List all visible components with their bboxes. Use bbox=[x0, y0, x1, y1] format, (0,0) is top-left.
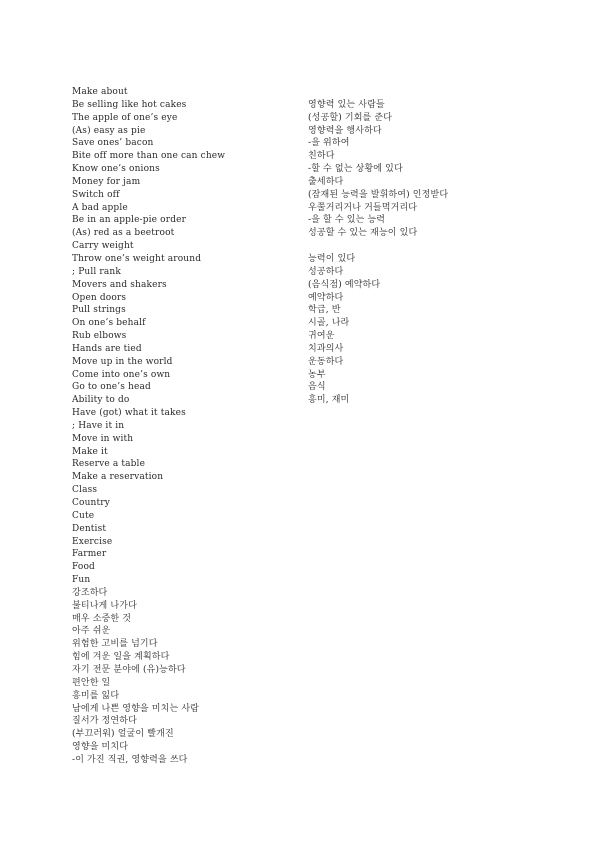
left-column-line: Go to one’s head bbox=[72, 382, 151, 393]
right-column-line: (잠재된 능력을 발휘하여) 인정받다 bbox=[308, 189, 449, 200]
left-column-line: (As) easy as pie bbox=[72, 125, 146, 136]
left-column-line: Movers and shakers bbox=[72, 279, 167, 290]
left-column-line: Know one’s onions bbox=[72, 164, 160, 175]
left-column-line: Farmer bbox=[72, 549, 107, 560]
left-column-line: Bite off more than one can chew bbox=[72, 151, 226, 162]
right-column-line: 학급, 반 bbox=[308, 305, 341, 316]
right-column-line: 시골, 나라 bbox=[308, 318, 350, 329]
left-column-line: 남에게 나쁜 영향을 미치는 사람 bbox=[72, 703, 200, 714]
left-column-line: 위험한 고비를 넘기다 bbox=[72, 639, 158, 650]
right-column-line: 운동하다 bbox=[308, 356, 344, 367]
left-column-line: The apple of one’s eye bbox=[72, 112, 178, 123]
left-column-line: A bad apple bbox=[72, 202, 128, 213]
right-column-line: 친하다 bbox=[308, 151, 335, 162]
left-column-line: Hands are tied bbox=[72, 343, 142, 354]
left-column-line: Open doors bbox=[72, 292, 127, 303]
left-column-line: (부끄러워) 얼굴이 빨개진 bbox=[72, 729, 174, 740]
right-column-line: (음식점) 예약하다 bbox=[308, 279, 381, 290]
right-column-line: 우쭐거리거나 거들먹거리다 bbox=[308, 202, 418, 213]
right-column-line: 예약하다 bbox=[308, 292, 344, 303]
right-column-line bbox=[308, 86, 538, 99]
left-column-line: 아주 쉬운 bbox=[72, 626, 111, 637]
left-column-line: 불티나게 나가다 bbox=[72, 600, 137, 611]
left-column-line: ; Have it in bbox=[72, 420, 125, 431]
right-column-line: (성공할) 기회를 준다 bbox=[308, 112, 393, 123]
left-column-line: Money for jam bbox=[72, 176, 141, 187]
left-column-line: Make it bbox=[72, 446, 108, 457]
right-column-line: 성공할 수 있는 재능이 있다 bbox=[308, 228, 418, 239]
left-column-line: Ability to do bbox=[72, 395, 130, 406]
left-column-line: 힘에 겨운 일을 계획하다 bbox=[72, 652, 170, 663]
left-column-line: On one’s behalf bbox=[72, 318, 146, 329]
left-column-line: 흥미를 잃다 bbox=[72, 690, 120, 701]
left-column-line: Food bbox=[72, 562, 95, 573]
left-column-line: Switch off bbox=[72, 189, 120, 200]
left-column bbox=[72, 86, 292, 767]
left-column-line: Dentist bbox=[72, 523, 107, 534]
right-column-line: 성공하다 bbox=[308, 266, 344, 277]
left-column-line: 영향을 미치다 bbox=[72, 742, 129, 753]
left-column-line: Carry weight bbox=[72, 241, 134, 252]
right-column-line: 능력이 있다 bbox=[308, 253, 356, 264]
left-column-line: Make a reservation bbox=[72, 472, 164, 483]
left-column-line: 자기 전문 분야에 (유)능하다 bbox=[72, 664, 186, 675]
left-column-line: ; Pull rank bbox=[72, 266, 121, 277]
left-column-line: Have (got) what it takes bbox=[72, 408, 186, 419]
right-column-line bbox=[308, 240, 538, 253]
left-column-line: Make about bbox=[72, 87, 128, 97]
left-column-line: Move up in the world bbox=[72, 356, 173, 367]
left-column-line: 매우 소중한 것 bbox=[72, 613, 132, 624]
left-column-line: Cute bbox=[72, 510, 95, 521]
right-column-line: 흥미, 재미 bbox=[308, 395, 350, 406]
left-column-line: Be in an apple-pie order bbox=[72, 215, 187, 226]
right-column-line: -할 수 없는 상황에 있다 bbox=[308, 164, 403, 175]
left-column-line: Country bbox=[72, 498, 110, 508]
left-column-line: Come into one’s own bbox=[72, 369, 171, 380]
left-column-line: Save ones’ bacon bbox=[72, 138, 154, 149]
left-column-line: Rub elbows bbox=[72, 331, 127, 342]
left-column-line: Class bbox=[72, 485, 98, 496]
left-column-line: Pull strings bbox=[72, 305, 126, 316]
left-column-line: Reserve a table bbox=[72, 459, 146, 470]
right-column-line: 영향력을 행사하다 bbox=[308, 125, 382, 136]
right-column-line: 음식 bbox=[308, 382, 326, 393]
right-column-line: 출세하다 bbox=[308, 176, 344, 187]
right-column-line: -을 위하여 bbox=[308, 138, 350, 149]
left-column-line: 강조하다 bbox=[72, 587, 108, 598]
left-column-line: Be selling like hot cakes bbox=[72, 99, 187, 110]
right-column-line: 귀여운 bbox=[308, 331, 335, 342]
right-column-line: 농부 bbox=[308, 369, 326, 380]
right-column-line: 치과의사 bbox=[308, 343, 344, 354]
left-column-line: Exercise bbox=[72, 536, 113, 547]
left-column-line: Move in with bbox=[72, 433, 134, 444]
left-column-line: 질서가 정연하다 bbox=[72, 716, 137, 727]
left-column-line: Fun bbox=[72, 575, 91, 586]
left-column-line: 편안한 일 bbox=[72, 677, 111, 688]
right-column bbox=[308, 86, 538, 407]
left-column-line: Throw one’s weight around bbox=[72, 253, 202, 264]
left-column-line: -이 가진 직권, 영향력을 쓰다 bbox=[72, 754, 188, 765]
right-column-line: -을 할 수 있는 능력 bbox=[308, 215, 386, 226]
left-column-line: (As) red as a beetroot bbox=[72, 228, 175, 239]
right-column-line: 영향력 있는 사람들 bbox=[308, 99, 385, 110]
